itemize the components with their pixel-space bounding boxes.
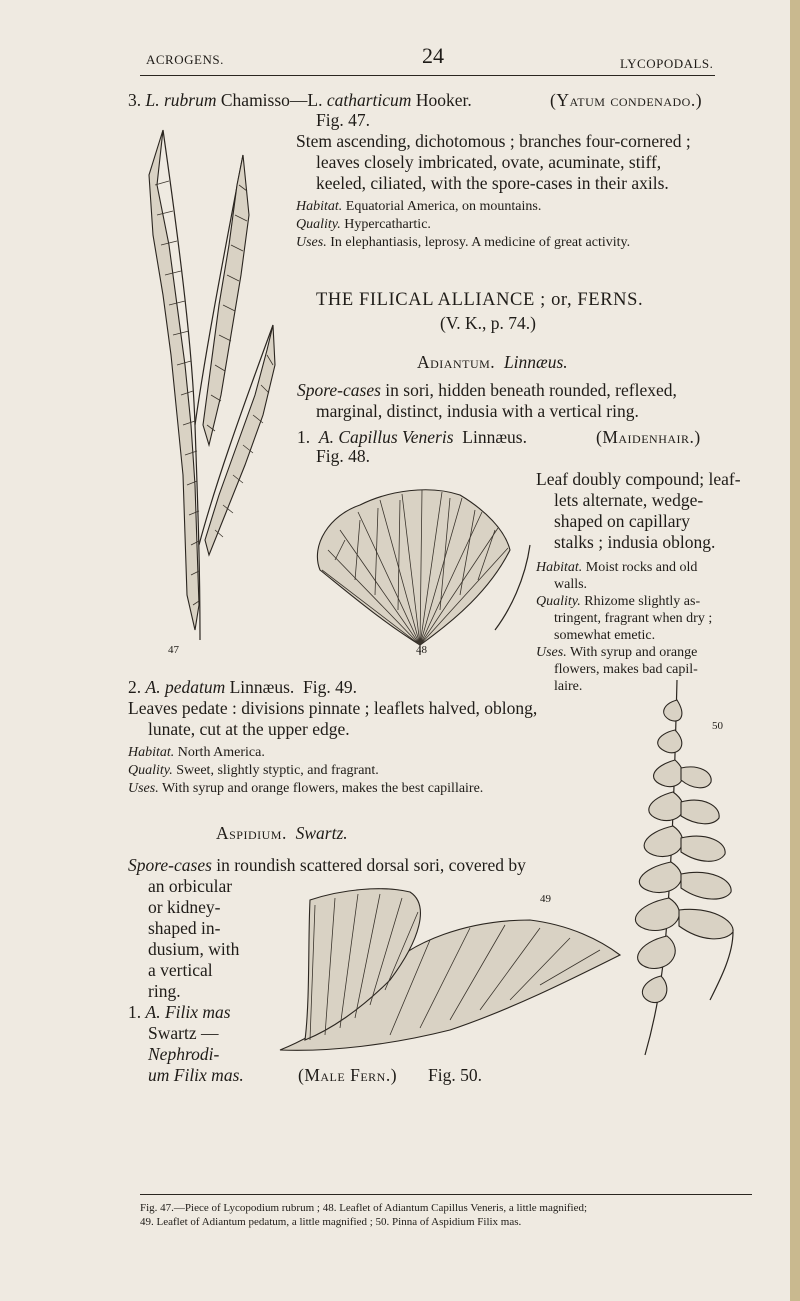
synonym-text: Nephrodi-	[148, 1044, 220, 1064]
fig-50-pinna-illustration	[615, 680, 740, 1060]
uses-label: Uses.	[128, 781, 159, 796]
fig-50-number: 50	[712, 720, 723, 732]
aspidium-1-heading	[128, 1002, 231, 1023]
aspidium-spore-cases-1	[128, 855, 526, 876]
adiantum-1-desc-1: Leaf doubly compound; leaf-	[536, 469, 741, 489]
adiantum-1-desc-2: lets alternate, wedge-	[554, 490, 704, 510]
fig-48-leaflet-illustration	[300, 470, 535, 655]
genus-aspidium	[216, 823, 348, 844]
genus-author: Swartz.	[295, 823, 348, 843]
entry-3-synonym: catharticum	[326, 90, 412, 110]
adiantum-2-species: A. pedatum	[145, 677, 226, 697]
adiantum-1-desc-3: shaped on capillary	[554, 511, 691, 531]
entry-3-habitat	[296, 198, 541, 216]
quality-text: Sweet, slightly styptic, and fragrant.	[172, 763, 379, 778]
adiantum-1-quality-3: somewhat emetic.	[554, 628, 656, 643]
spore-label: Spore-cases	[297, 380, 381, 400]
genus-name: Adiantum.	[417, 352, 496, 372]
fig-47-number: 47	[168, 644, 179, 656]
aspidium-spore-line-5: a vertical	[148, 960, 213, 980]
quality-text: Rhizome slightly as-	[580, 594, 701, 609]
section-reference: (V. K., p. 74.)	[440, 313, 536, 333]
aspidium-1-fig-ref: Fig. 50.	[428, 1065, 482, 1085]
habitat-text: Equatorial America, on mountains.	[342, 199, 542, 214]
adiantum-2-habitat	[128, 744, 265, 762]
genus-adiantum	[417, 352, 568, 373]
adiantum-1-heading	[297, 427, 527, 448]
entry-3-species: L. rubrum	[145, 90, 217, 110]
adiantum-1-quality	[536, 593, 700, 611]
adiantum-1-author: Linnæus.	[462, 427, 527, 447]
quality-label: Quality.	[536, 594, 581, 609]
fig-47-lycopodium-illustration	[145, 125, 285, 645]
adiantum-2-quality	[128, 762, 379, 780]
spore-text-1: in sori, hidden beneath rounded, reflexed,	[380, 380, 677, 400]
page-number: 24	[422, 43, 444, 68]
synonym-text: um Filix mas.	[148, 1065, 244, 1085]
adiantum-2-heading	[128, 677, 357, 698]
uses-label: Uses.	[296, 235, 327, 250]
uses-text: With syrup and orange flowers, makes the best capillaire.	[158, 781, 484, 796]
adiantum-2-desc-1: Leaves pedate : divisions pinnate ; leaflets halved, oblong,	[128, 698, 538, 718]
caption-rule	[140, 1194, 752, 1195]
figure-caption-2: 49. Leaflet of Adiantum pedatum, a little magnified ; 50. Pinna of Aspidium Filix mas.	[140, 1216, 522, 1228]
entry-3-author: Hooker.	[411, 90, 472, 110]
section-title: THE FILICAL ALLIANCE ; or, FERNS.	[316, 290, 644, 310]
habitat-label: Habitat.	[296, 199, 343, 214]
quality-label: Quality.	[296, 217, 341, 232]
adiantum-1-habitat	[536, 559, 697, 577]
quality-label: Quality.	[128, 763, 173, 778]
entry-3-name-rest: Chamisso—L.	[216, 90, 327, 110]
habitat-text: Moist rocks and old	[582, 560, 698, 575]
habitat-label: Habitat.	[536, 560, 583, 575]
adiantum-2-number: 2.	[128, 677, 142, 697]
aspidium-spore-line-1: an orbicular	[148, 876, 233, 896]
running-head-left: ACROGENS.	[146, 52, 224, 67]
entry-3-heading	[128, 90, 472, 111]
adiantum-2-uses	[128, 780, 483, 798]
entry-3-number: 3.	[128, 90, 142, 110]
adiantum-2-desc-2: lunate, cut at the upper edge.	[148, 719, 350, 739]
adiantum-1-common-name: (Maidenhair.)	[596, 427, 701, 447]
aspidium-1-synonym-1	[148, 1044, 219, 1065]
habitat-text: North America.	[174, 745, 265, 760]
page-edge	[790, 0, 800, 1301]
aspidium-1-number: 1.	[128, 1002, 142, 1022]
aspidium-1-common-name: (Male Fern.)	[298, 1065, 398, 1085]
uses-label: Uses.	[536, 645, 567, 660]
adiantum-1-uses-2: flowers, makes bad capil-	[554, 662, 698, 677]
uses-text: With syrup and orange	[566, 645, 698, 660]
adiantum-1-fig-ref: Fig. 48.	[316, 446, 370, 466]
entry-3-desc-2: leaves closely imbricated, ovate, acuminate, stiff,	[316, 152, 662, 172]
quality-text: Hypercathartic.	[340, 217, 431, 232]
entry-3-desc-3: keeled, ciliated, with the spore-cases in their axils.	[316, 173, 669, 193]
spore-label: Spore-cases	[128, 855, 212, 875]
adiantum-spore-cases-2: marginal, distinct, indusia with a vertical ring.	[316, 401, 639, 421]
aspidium-1-author: Swartz —	[148, 1023, 219, 1043]
aspidium-spore-line-6: ring.	[148, 981, 181, 1001]
adiantum-1-uses-3: laire.	[554, 679, 583, 694]
habitat-label: Habitat.	[128, 745, 175, 760]
adiantum-2-author: Linnæus.	[225, 677, 295, 697]
aspidium-1-synonym-2	[148, 1065, 244, 1086]
fig-49-number: 49	[540, 893, 551, 905]
entry-3-common-name: (Yatum condenado.)	[550, 90, 703, 110]
aspidium-spore-line-4: dusium, with	[148, 939, 240, 959]
genus-author: Linnæus.	[503, 352, 568, 372]
adiantum-1-quality-2: tringent, fragrant when dry ;	[554, 611, 713, 626]
aspidium-1-species: A. Filix mas	[145, 1002, 231, 1022]
adiantum-1-desc-4: stalks ; indusia oblong.	[554, 532, 716, 552]
spore-text-1: in roundish scattered dorsal sori, covered by	[211, 855, 526, 875]
header-rule	[140, 75, 715, 76]
adiantum-1-species: A. Capillus Veneris	[318, 427, 454, 447]
aspidium-spore-line-2: or kidney-	[148, 897, 221, 917]
entry-3-quality	[296, 216, 431, 234]
uses-text: In elephantiasis, leprosy. A medicine of great activity.	[326, 235, 631, 250]
adiantum-2-fig-ref: Fig. 49.	[303, 677, 357, 697]
aspidium-spore-line-3: shaped in-	[148, 918, 221, 938]
fig-48-number: 48	[416, 644, 427, 656]
adiantum-1-number: 1.	[297, 427, 311, 447]
running-head-right: LYCOPODALS.	[620, 56, 714, 71]
fig-49-leaflet-illustration	[270, 880, 625, 1055]
entry-3-uses	[296, 234, 630, 252]
entry-3-fig-ref: Fig. 47.	[316, 110, 370, 130]
adiantum-spore-cases-1	[297, 380, 677, 401]
adiantum-1-uses	[536, 644, 697, 662]
genus-name: Aspidium.	[216, 823, 287, 843]
adiantum-1-habitat-2: walls.	[554, 577, 588, 592]
entry-3-desc-1: Stem ascending, dichotomous ; branches four-cornered ;	[296, 131, 691, 151]
figure-caption-1: Fig. 47.—Piece of Lycopodium rubrum ; 48. Leaflet of Adiantum Capillus Veneris, a little magnified;	[140, 1202, 588, 1214]
